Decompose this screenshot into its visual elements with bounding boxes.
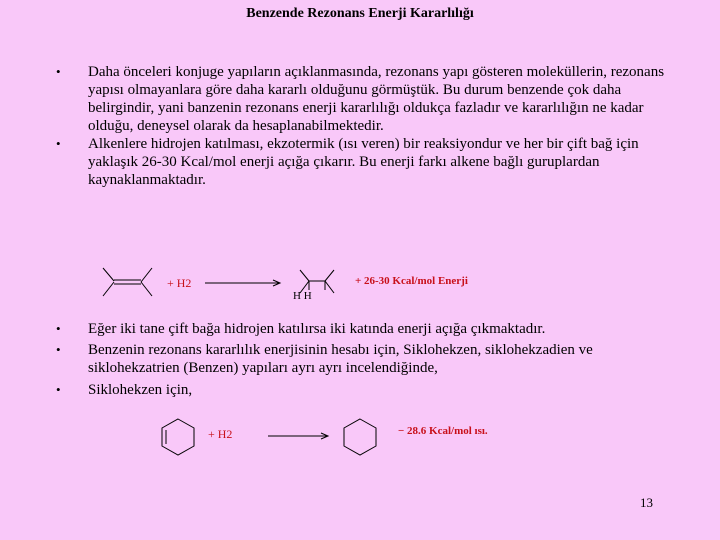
reaction2-energy: − 28.6 Kcal/mol ısı. <box>398 425 488 437</box>
reaction1-h-labels: H H <box>293 290 312 302</box>
cyclohexene-molecule <box>162 419 194 455</box>
bullet-icon: • <box>56 321 61 336</box>
page-title: Benzende Rezonans Enerji Kararlılığı <box>246 6 474 21</box>
bullet-text: Benzenin rezonans kararlılık enerjisinin hesabı için, Siklohekzen, siklohekzadien ve siklohekzatrien (Benzen) yapıları ayrı ayrı incelendiğinde, <box>88 342 593 376</box>
bullet-icon: • <box>56 342 61 357</box>
bullet-text: Alkenlere hidrojen katılması, ekzotermik (ısı veren) bir reaksiyondur ve her bir çift bağ için yaklaşık 26-30 Kcal/mol enerji açığa çıkarır. Bu enerji farkı alkene bağlı guruplardan kaynaklanmaktadır. <box>88 136 639 188</box>
bullet-icon: • <box>56 382 61 397</box>
reaction1-plus-h2: + H2 <box>167 276 192 290</box>
page-number: 13 <box>640 495 653 510</box>
list-item <box>56 341 666 377</box>
bullet-text: Daha önceleri konjuge yapıların açıklanmasında, rezonans yapı gösteren moleküllerin, rezonans yapısı olmayanlara göre daha kararlı olduğunu görmüştük. Bu durum benzende çok daha belirgindir, yani banzenin rezonans enerji kararlılığı oldukça fazladır ve kararlılığın ne kadar olduğu, deneysel olarak da hesaplanabilmektedir. <box>88 64 665 134</box>
bullet-text: Siklohekzen için, <box>88 382 193 398</box>
alkene-molecule <box>103 268 152 296</box>
reaction2-plus-h2: + H2 <box>208 427 233 441</box>
bullet-list-top <box>56 63 666 189</box>
reaction1-energy: + 26-30 Kcal/mol Enerji <box>355 275 468 287</box>
bullet-text: Eğer iki tane çift bağa hidrojen katılırsa iki katında enerji açığa çıkmaktadır. <box>88 321 546 337</box>
bullet-icon: • <box>56 136 61 151</box>
cyclohexane-molecule <box>344 419 376 455</box>
list-item <box>56 135 666 189</box>
list-item <box>56 63 666 135</box>
list-item <box>56 381 666 399</box>
reaction-arrow-2 <box>268 433 328 439</box>
list-item <box>56 320 666 338</box>
reaction-arrow-1 <box>205 280 280 286</box>
bullet-list-bottom <box>56 320 666 399</box>
bullet-icon: • <box>56 64 61 79</box>
